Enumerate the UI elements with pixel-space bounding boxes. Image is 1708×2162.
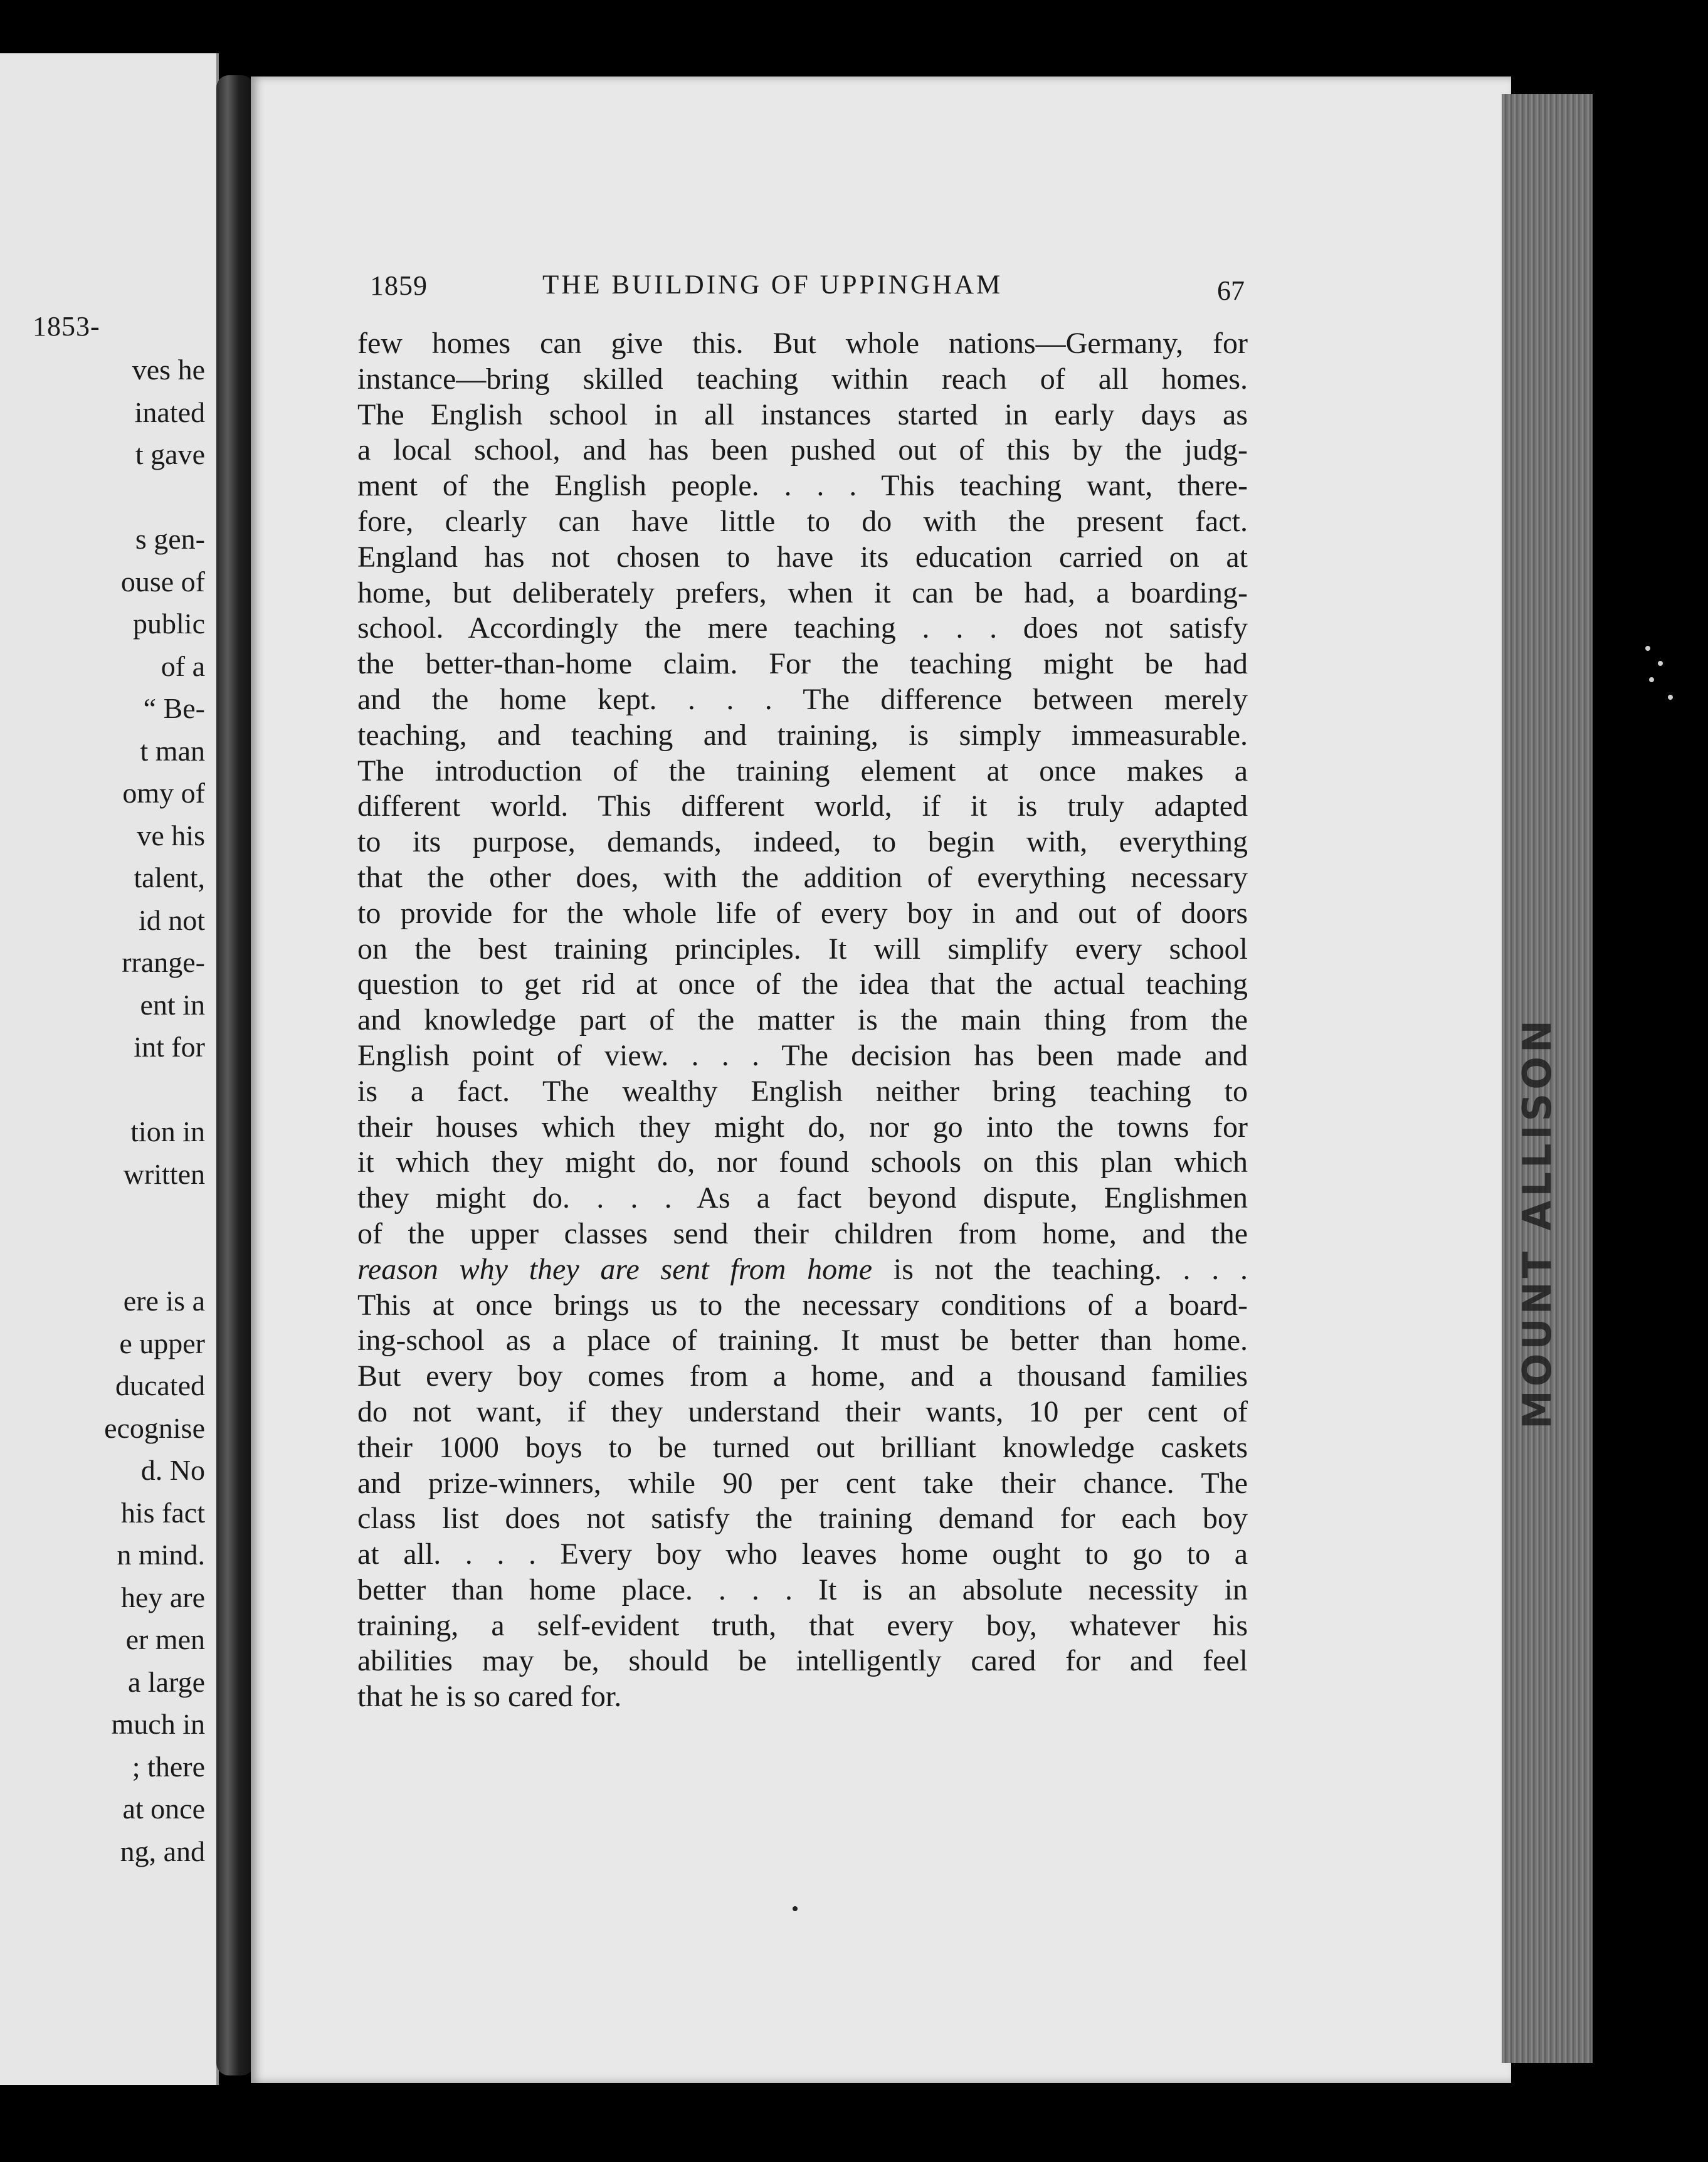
text-line: fore, clearly can have little to do with the present fact. [357, 504, 1248, 538]
page-number: 67 [1217, 275, 1245, 306]
text-line: it which they might do, nor found schools on this plan which [357, 1146, 1248, 1179]
left-line-fragment: ent in [140, 988, 205, 1021]
text-line: teaching, and teaching and training, is simply immeasurable. [357, 718, 1248, 752]
text-line: few homes can give this. But whole nations—Germany, for [357, 327, 1248, 360]
text-line: of the upper classes send their children from home, and the [357, 1216, 1248, 1250]
running-head-title: THE BUILDING OF UPPINGHAM [542, 270, 1003, 300]
left-line-fragment: ve his [137, 819, 205, 852]
left-line-fragment: at once [122, 1793, 205, 1825]
left-line-fragment: er men [125, 1623, 205, 1655]
text-line: to provide for the whole life of every boy in and out of doors [357, 896, 1248, 930]
text-line: training, a self-evident truth, that every boy, whatever his [357, 1608, 1248, 1642]
text-line: instance—bring skilled teaching within reach of all homes. [357, 362, 1248, 396]
left-line-fragment: ves he [132, 354, 205, 386]
italic-phrase: reason why they are sent from home [357, 1252, 873, 1286]
left-line-fragment: rrange- [122, 946, 205, 978]
left-line-fragment: e upper [119, 1327, 205, 1359]
left-line-fragment: tion in [130, 1115, 205, 1147]
text-line: abilities may be, should be intelligently cared for and feel [357, 1644, 1248, 1678]
left-line-fragment: a large [127, 1665, 205, 1698]
left-line-fragment: public [133, 608, 205, 640]
left-line-fragment: id not [138, 904, 205, 936]
text-line: But every boy comes from a home, and a thousand families [357, 1359, 1248, 1393]
text-line: that he is so cared for. [357, 1680, 622, 1714]
text-line: question to get rid at once of the idea that the actual teaching [357, 968, 1248, 1001]
left-line-fragment: inated [134, 396, 205, 428]
text-line: the better-than-home claim. For the teaching might be had [357, 647, 1248, 681]
text-line: to its purpose, demands, indeed, to begin with, everything [357, 825, 1248, 859]
left-line-fragment: hey are [120, 1581, 205, 1613]
background-specks [1643, 640, 1680, 715]
text-line: This at once brings us to the necessary conditions of a board- [357, 1288, 1248, 1322]
text-line-rest: is not the teaching. . . . [872, 1252, 1248, 1286]
left-page [0, 53, 219, 2085]
text-line: their 1000 boys to be turned out brilliant knowledge caskets [357, 1430, 1248, 1464]
left-line-fragment: ng, and [120, 1835, 205, 1867]
text-line: better than home place. . . . It is an absolute necessity in [357, 1573, 1248, 1606]
text-line: a local school, and has been pushed out of this by the judg- [357, 433, 1248, 467]
left-line-fragment: ere is a [123, 1285, 205, 1317]
left-line-fragment: ducated [115, 1369, 205, 1401]
text-line: English point of view. . . . The decision has been made and [357, 1038, 1248, 1072]
book-gutter [216, 75, 254, 2075]
text-line: ing-school as a place of training. It must be better than home. [357, 1324, 1248, 1358]
text-line: school. Accordingly the mere teaching . . . does not satisfy [357, 611, 1248, 645]
left-line-fragment: int for [134, 1031, 205, 1063]
running-head [370, 270, 1245, 307]
left-line-fragment: ouse of [120, 565, 205, 598]
text-line: class list does not satisfy the training demand for each boy [357, 1502, 1248, 1536]
running-head-year: 1859 [370, 270, 428, 301]
left-line-fragment: much in [111, 1708, 205, 1740]
text-line: is a fact. The wealthy English neither bring teaching to [357, 1074, 1248, 1108]
text-line: ment of the English people. . . . This teaching want, there- [357, 469, 1248, 503]
left-line-fragment: t man [140, 734, 205, 767]
text-line: that the other does, with the addition of everything necessary [357, 860, 1248, 894]
left-line-fragment: “ Be- [143, 692, 205, 724]
left-line-fragment: s gen- [135, 523, 205, 555]
text-line: The English school in all instances started in early days as [357, 398, 1248, 431]
text-line [357, 1252, 1248, 1288]
left-line-fragment: ; there [132, 1750, 205, 1783]
edge-stamp: MOUNT ALLISON [1514, 1016, 1560, 1429]
text-line: different world. This different world, if it is truly adapted [357, 789, 1248, 823]
left-line-fragment: of a [161, 650, 205, 682]
left-line-fragment: t gave [135, 438, 205, 470]
text-line: on the best training principles. It will simplify every school [357, 932, 1248, 966]
left-line-fragment: ecognise [104, 1411, 205, 1444]
text-line: England has not chosen to have its education carried on at [357, 540, 1248, 574]
body-text [357, 326, 1248, 1715]
text-line: at all. . . . Every boy who leaves home ought to go to a [357, 1537, 1248, 1571]
left-running-head: 1853- [33, 311, 100, 342]
text-line: they might do. . . . As a fact beyond dispute, Englishmen [357, 1181, 1248, 1215]
left-line-fragment: written [123, 1157, 205, 1190]
text-line: The introduction of the training element at once makes a [357, 754, 1248, 788]
ink-dot [793, 1906, 798, 1911]
text-line: do not want, if they understand their wants, 10 per cent of [357, 1395, 1248, 1428]
text-line: and knowledge part of the matter is the main thing from the [357, 1003, 1248, 1037]
text-line: home, but deliberately prefers, when it can be had, a boarding- [357, 576, 1248, 609]
left-line-fragment: talent, [134, 862, 205, 894]
left-line-fragment: omy of [122, 777, 205, 809]
text-line: and prize-winners, while 90 per cent take their chance. The [357, 1466, 1248, 1500]
left-line-fragment: his fact [120, 1496, 205, 1529]
text-line: their houses which they might do, nor go into the towns for [357, 1110, 1248, 1144]
left-line-fragment: d. No [140, 1454, 205, 1486]
left-line-fragment: n mind. [117, 1539, 205, 1571]
text-line: and the home kept. . . . The difference between merely [357, 682, 1248, 716]
